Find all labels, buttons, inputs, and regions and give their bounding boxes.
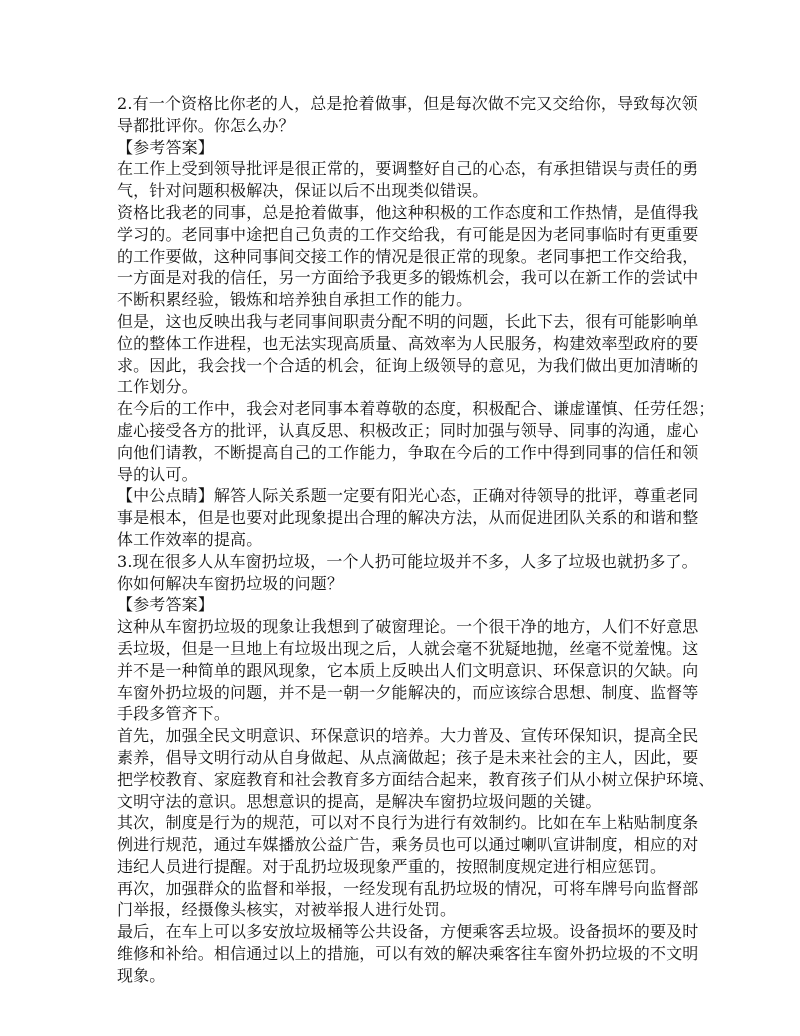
answer-2-line: 学习的。老同事中途把自己负责的工作交给我，有可能是因为老同事临时有更重要	[117, 224, 699, 244]
answer-3-line: 文明守法的意识。思想意识的提高，是解决车窗扔垃圾问题的关键。	[117, 791, 602, 811]
answer-2-line: 但是，这也反映出我与老同事间职责分配不明的问题，长此下去，很有可能影响单	[117, 311, 699, 331]
answer-3-line: 现象。	[117, 965, 166, 985]
answer-3-line: 例进行规范，通过车媒播放公益广告，乘务员也可以通过喇叭宣讲制度，相应的对	[117, 835, 699, 855]
answer-3-line: 素养，倡导文明行动从自身做起、从点滴做起；孩子是未来社会的主人，因此，要	[117, 747, 699, 767]
question-3-line-2: 你如何解决车窗扔垃圾的问题？	[117, 573, 344, 593]
answer-2-line: 求。因此，我会找一个合适的机会，征询上级领导的意见，为我们做出更加清晰的	[117, 355, 699, 375]
answer-2-line: 工作划分。	[117, 377, 198, 397]
answer-2-line: 一方面是对我的信任，另一方面给予我更多的锻炼机会，我可以在新工作的尝试中	[117, 268, 699, 288]
answer-2-line: 不断积累经验，锻炼和培养独自承担工作的能力。	[117, 290, 473, 310]
answer-3-line: 把学校教育、家庭教育和社会教育多方面结合起来，教育孩子们从小树立保护环境、	[117, 769, 715, 789]
answer-2-line: 气，针对问题积极解决，保证以后不出现类似错误。	[117, 181, 489, 201]
answer-2-line: 导的认可。	[117, 464, 198, 484]
answer-3-line: 丢垃圾，但是一旦地上有垃圾出现之后，人就会毫不犹疑地抛，丝毫不觉羞愧。这	[117, 638, 699, 658]
answer-2-line: 在今后的工作中，我会对老同事本着尊敬的态度，积极配合、谦虚谨慎、任劳任怨；	[117, 399, 715, 419]
answer-3-line: 其次，制度是行为的规范，可以对不良行为进行有效制约。比如在车上粘贴制度条	[117, 813, 699, 833]
answer-2-line: 虚心接受各方的批评，认真反思、积极改正；同时加强与领导、同事的沟通，虚心	[117, 420, 699, 440]
answer-2-line: 在工作上受到领导批评是很正常的，要调整好自己的心态，有承担错误与责任的勇	[117, 159, 699, 179]
answer-2-line: 位的整体工作进程，也无法实现高质量、高效率为人民服务，构建效率型政府的要	[117, 333, 699, 353]
key-point-line: 体工作效率的提高。	[117, 529, 263, 549]
key-point-line: 事是根本，但是也要对此现象提出合理的解决方法，从而促进团队关系的和谐和整	[117, 508, 699, 528]
answer-2-line: 资格比我老的同事，总是抢着做事，他这种积极的工作态度和工作热情，是值得我	[117, 202, 699, 222]
answer-3-line: 并不是一种简单的跟风现象，它本质上反映出人们文明意识、环保意识的欠缺。向	[117, 660, 699, 680]
document-body	[117, 93, 715, 987]
answer-3-line: 再次，加强群众的监督和举报，一经发现有乱扔垃圾的情况，可将车牌号向监督部	[117, 878, 699, 898]
question-3-line-1: 3.现在很多人从车窗扔垃圾，一个人扔可能垃圾并不多，人多了垃圾也就扔多了。	[117, 551, 698, 571]
answer-3-line: 违纪人员进行提醒。对于乱扔垃圾现象严重的，按照制度规定进行相应惩罚。	[117, 856, 667, 876]
question-2-line-1: 2.有一个资格比你老的人，总是抢着做事，但是每次做不完又交给你，导致每次领	[117, 94, 698, 113]
answer-3-line: 最后，在车上可以多安放垃圾桶等公共设备，方便乘客丢垃圾。设备损坏的要及时	[117, 922, 699, 942]
answer-3-line: 门举报，经摄像头核实，对被举报人进行处罚。	[117, 900, 457, 920]
answer-3-line: 维修和补给。相信通过以上的措施，可以有效的解决乘客往车窗外扔垃圾的不文明	[117, 944, 699, 964]
answer-3-line: 手段多管齐下。	[117, 704, 231, 724]
answer-2-line: 的工作要做，这种同事间交接工作的情况是很正常的现象。老同事把工作交给我，	[117, 246, 699, 266]
answer-3-line: 这种从车窗扔垃圾的现象让我想到了破窗理论。一个很干净的地方，人们不好意思	[117, 617, 699, 637]
reference-answer-heading: 【参考答案】	[117, 137, 214, 157]
answer-3-line: 车窗外扔垃圾的问题，并不是一朝一夕能解决的，而应该综合思想、制度、监督等	[117, 682, 699, 702]
answer-2-line: 向他们请教，不断提高自己的工作能力，争取在今后的工作中得到同事的信任和领	[117, 442, 699, 462]
reference-answer-heading: 【参考答案】	[117, 595, 214, 615]
key-point-line: 【中公点睛】解答人际关系题一定要有阳光心态，正确对待领导的批评，尊重老同	[117, 486, 699, 506]
answer-3-line: 首先，加强全民文明意识、环保意识的培养。大力普及、宣传环保知识，提高全民	[117, 726, 699, 746]
question-2-line-2: 导都批评你。你怎么办？	[117, 115, 295, 135]
